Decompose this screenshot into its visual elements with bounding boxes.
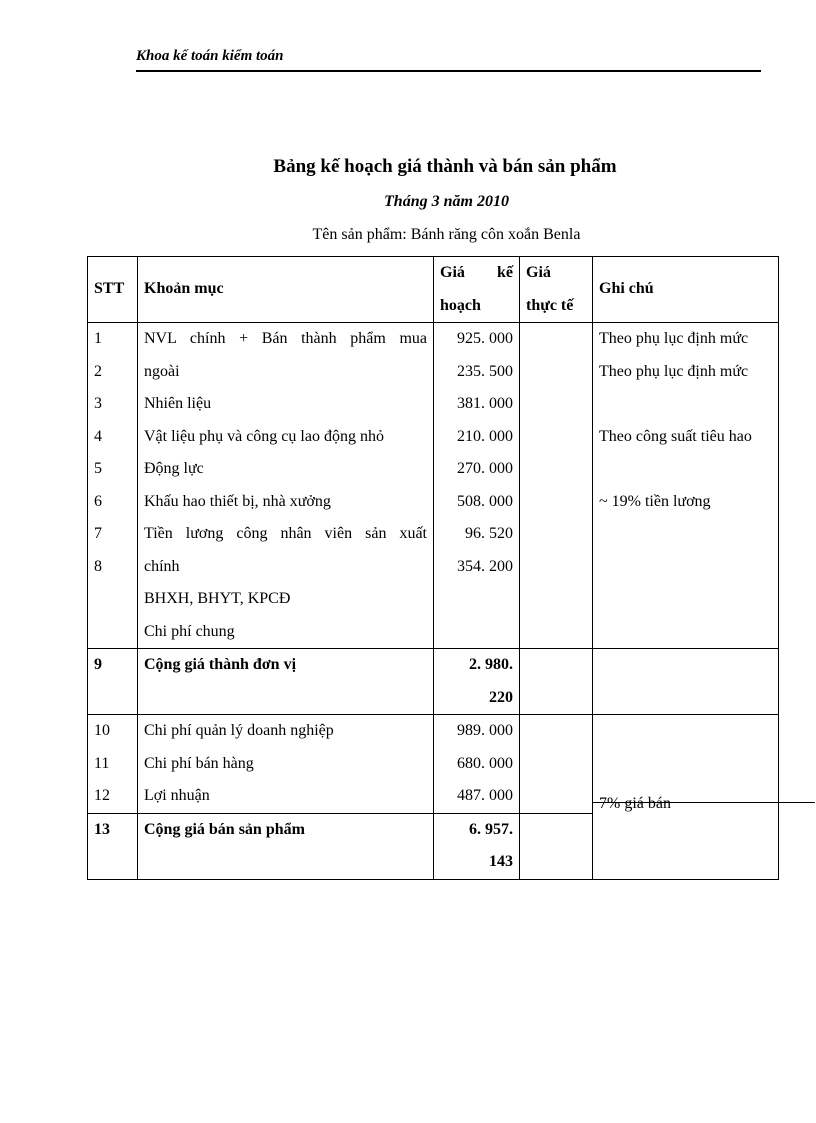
sales-items-cell [138, 715, 434, 814]
total-13-plan-line-1: 6. 957. [469, 820, 513, 838]
sales-plan-2: 680. 000 [457, 754, 513, 772]
header-item: Khoản mục [138, 257, 434, 323]
item-line-10: Chi phí chung [144, 622, 235, 640]
total-9-note [593, 649, 779, 715]
total-9-item: Cộng giá thành đơn vị [138, 649, 434, 715]
total-9-plan-line-1: 2. 980. [469, 656, 513, 673]
cost-actual-cell [520, 323, 593, 649]
plan-value-3: 381. 000 [457, 395, 513, 412]
total-9-actual [520, 649, 593, 715]
sales-actual-cell [520, 715, 593, 814]
product-line: Tên sản phẩm: Bánh răng côn xoắn Benla [312, 226, 581, 243]
total-13-plan [434, 813, 520, 879]
header-note: Ghi chú [593, 257, 779, 323]
stt-6: 6 [94, 492, 102, 510]
note-line-4: Theo công suất tiêu hao [599, 427, 752, 445]
plan-value-1: 925. 000 [457, 330, 513, 347]
item-line-8: chính [144, 557, 180, 575]
item-line-6: Khấu hao thiết bị, nhà xưởng [144, 492, 331, 510]
total-13-plan-line-2: 143 [489, 853, 513, 870]
item-line-7: Tiền lương công nhân viên sản xuất [144, 525, 427, 542]
page-title: Bảng kế hoạch giá thành và bán sản phẩm [273, 156, 617, 177]
stt-10: 10 [94, 722, 110, 739]
page-subtitle: Tháng 3 năm 2010 [384, 193, 509, 210]
total-9-plan [434, 649, 520, 715]
sales-item-3: Lợi nhuận [144, 787, 210, 804]
note-line-3 [599, 388, 772, 421]
header-actual-price-line-2: thực tế [526, 296, 574, 314]
plan-value-2: 235. 500 [457, 362, 513, 380]
cost-items-cell [138, 323, 434, 649]
stt-4: 4 [94, 427, 102, 445]
stt-5: 5 [94, 460, 102, 477]
stt-11: 11 [94, 754, 110, 772]
cost-notes-cell [593, 323, 779, 649]
cost-stt-cell [88, 323, 138, 649]
item-line-3: Nhiên liệu [144, 395, 212, 412]
plan-value-8: 354. 200 [457, 557, 513, 575]
item-line-1: NVL chính + Bán thành phẩm mua [144, 330, 427, 347]
table-header-row [88, 257, 779, 323]
note-line-1: Theo phụ lục định mức [599, 330, 749, 347]
plan-value-4: 210. 000 [457, 427, 513, 445]
header-actual-price-line-1: Giá [526, 264, 551, 281]
stt-1: 1 [94, 330, 102, 347]
header-plan-price-line-2: hoạch [440, 296, 481, 314]
total-13-item: Cộng giá bán sản phẩm [138, 813, 434, 879]
sales-stt-cell [88, 715, 138, 814]
header-plan-price-line-1: Giá kế [440, 264, 513, 281]
cost-plan-table [87, 256, 779, 880]
stt-7: 7 [94, 525, 102, 542]
header-actual-price [520, 257, 593, 323]
note-line-6: ~ 19% tiền lương [599, 492, 711, 510]
cost-plan-cell [434, 323, 520, 649]
sales-plan-cell [434, 715, 520, 814]
table-row-cost-items [88, 323, 779, 649]
stt-2: 2 [94, 362, 102, 380]
header-stt: STT [88, 257, 138, 323]
total-13-stt: 13 [88, 813, 138, 879]
note-line-5 [599, 453, 772, 486]
total-13-actual [520, 813, 593, 879]
table-row-sales-items [88, 715, 779, 814]
sales-item-1: Chi phí quản lý doanh nghiệp [144, 722, 334, 739]
sales-item-2: Chi phí bán hàng [144, 754, 254, 772]
stt-12: 12 [94, 787, 110, 804]
department-header: Khoa kế toán kiểm toán [136, 48, 284, 64]
total-9-plan-line-2: 220 [489, 688, 513, 706]
header-rule [136, 70, 761, 72]
sales-plan-1: 989. 000 [457, 722, 513, 739]
stt-3: 3 [94, 395, 102, 412]
plan-value-6: 508. 000 [457, 492, 513, 510]
plan-value-7: 96. 520 [465, 525, 513, 542]
item-line-2: ngoài [144, 362, 180, 380]
item-line-4: Vật liệu phụ và công cụ lao động nhỏ [144, 427, 384, 445]
stt-8: 8 [94, 557, 102, 575]
note-line-2: Theo phụ lục định mức [599, 362, 749, 380]
overflow-rule [593, 802, 815, 803]
sales-note-cell: 7% giá bán [593, 715, 779, 880]
item-line-5: Động lực [144, 460, 204, 477]
header-plan-price [434, 257, 520, 323]
item-line-9: BHXH, BHYT, KPCĐ [144, 590, 291, 607]
sales-plan-3: 487. 000 [457, 787, 513, 804]
table-row-unit-cost-total [88, 649, 779, 715]
plan-value-5: 270. 000 [457, 460, 513, 477]
total-9-stt: 9 [88, 649, 138, 715]
